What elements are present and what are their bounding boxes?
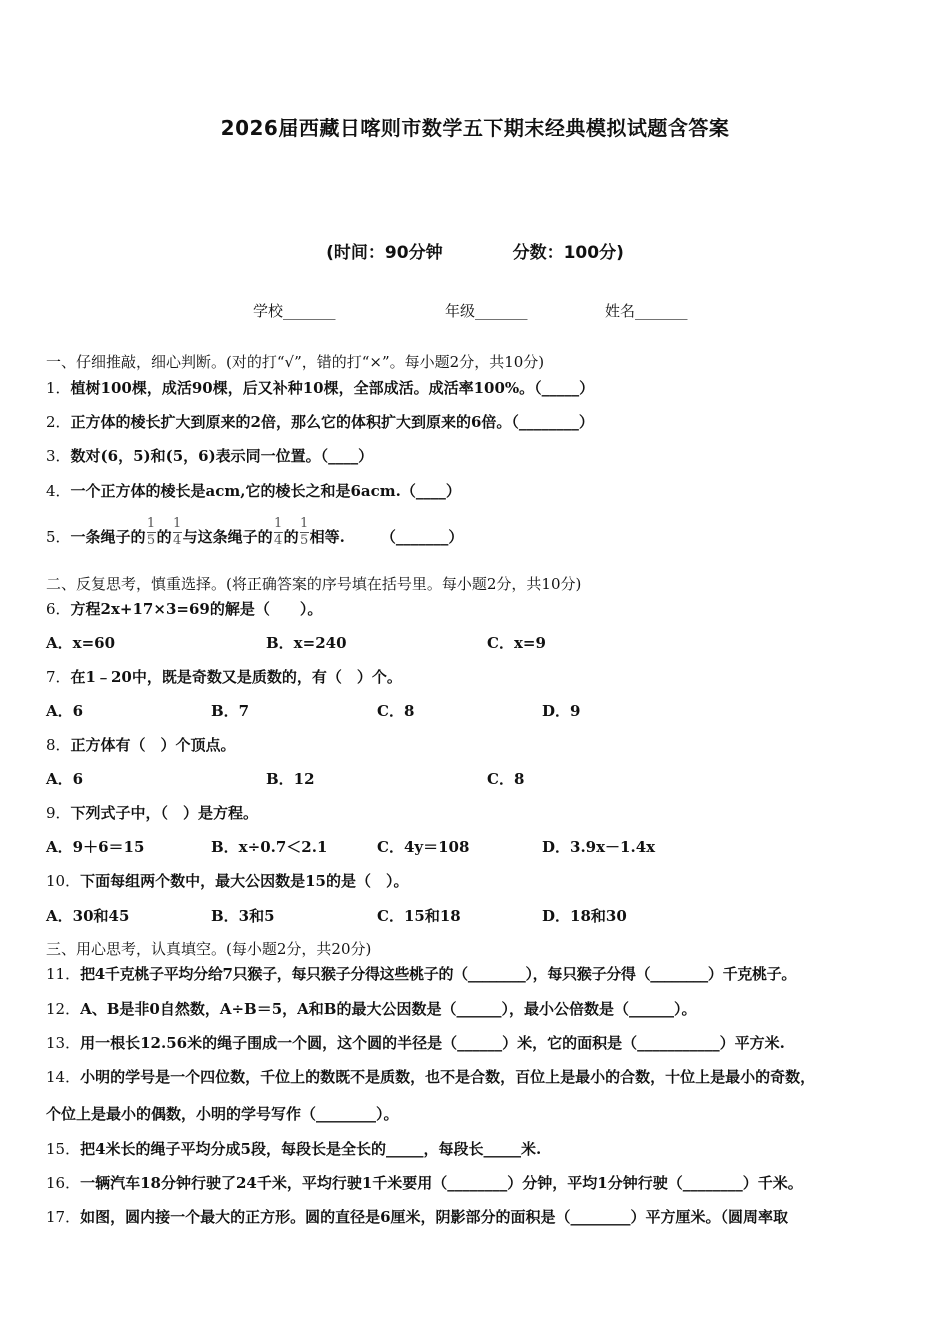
question-text: 个位上是最小的偶数，小明的学号写作（________）。	[46, 1105, 399, 1123]
denominator: 5	[146, 532, 156, 548]
question-text: 的	[156, 528, 172, 546]
question-text: 与这条绳子的	[182, 528, 273, 546]
question-text: 把4千克桃子平均分给7只猴子，每只猴子分得这些桃子的（________），每只猴子分得（________）千克桃子。	[80, 965, 797, 983]
question-number: 14．	[46, 1068, 81, 1086]
fraction	[274, 517, 283, 548]
numerator: 1	[172, 515, 182, 531]
question-4	[46, 480, 461, 501]
page-title: 2026届西藏日喀则市数学五下期末经典模拟试题含答案	[220, 116, 730, 140]
question-number: 17．	[46, 1208, 81, 1226]
question-2	[46, 411, 594, 432]
question-text: 小明的学号是一个四位数，千位上的数既不是质数，也不是合数，百位上是最小的合数，十位上是最小的奇数，	[80, 1068, 816, 1086]
denominator: 5	[299, 532, 309, 548]
question-number: 11．	[46, 965, 81, 983]
question-text: 如图，圆内接一个最大的正方形。圆的直径是6厘米，阴影部分的面积是（________）平方厘米。（圆周率取	[80, 1208, 789, 1226]
question-text: 在1﹣20中，既是奇数又是质数的，有（ ）个。	[70, 668, 402, 686]
option-d: D．9	[542, 702, 581, 720]
question-10	[46, 870, 408, 891]
question-5	[46, 515, 464, 548]
question-number: 7．	[46, 668, 71, 686]
question-text: 一条绳子的	[70, 528, 146, 546]
question-9	[46, 802, 258, 823]
question-7	[46, 666, 402, 687]
option-d: D．3.9x－1.4x	[542, 838, 656, 856]
question-11	[46, 963, 796, 984]
question-number: 6．	[46, 600, 71, 618]
question-number: 5．	[46, 528, 71, 546]
name-field: 姓名_______	[605, 302, 688, 320]
question-16	[46, 1172, 803, 1193]
question-number: 8．	[46, 736, 71, 754]
grade-field: 年级_______	[445, 302, 528, 320]
option-a: A．9＋6＝15	[46, 838, 145, 856]
question-text: 下列式子中，（ ）是方程。	[70, 804, 259, 822]
question-text: 用一根长12.56米的绳子围成一个圆，这个圆的半径是（______）米，它的面积是（___________）平方米.	[80, 1034, 785, 1052]
question-number: 15．	[46, 1140, 81, 1158]
question-text: 的	[283, 528, 299, 546]
score-label: 分数：100分)	[512, 243, 624, 263]
option-c: C．8	[487, 770, 525, 788]
option-b: B．3和5	[211, 907, 275, 925]
option-b: B．x÷0.7＜2.1	[211, 838, 328, 856]
question-number: 3．	[46, 447, 71, 465]
section3-heading: 三、用心思考，认真填空。(每小题2分，共20分)	[46, 940, 372, 958]
question-number: 2．	[46, 413, 71, 431]
option-c: C．x=9	[487, 634, 546, 652]
question-number: 12．	[46, 1000, 81, 1018]
option-c: C．15和18	[377, 907, 461, 925]
question-text: 正方体的棱长扩大到原来的2倍，那么它的体积扩大到原来的6倍。（________）	[70, 413, 594, 431]
question-number: 1．	[46, 379, 71, 397]
option-a: A．30和45	[46, 907, 130, 925]
denominator: 4	[273, 532, 283, 548]
option-c: C．4y＝108	[377, 838, 470, 856]
school-field: 学校_______	[253, 302, 336, 320]
question-15	[46, 1138, 541, 1159]
option-a: A．6	[46, 770, 84, 788]
fraction	[173, 517, 182, 548]
question-12	[46, 998, 697, 1019]
option-a: A．x=60	[46, 634, 116, 652]
time-score-line	[0, 238, 950, 263]
question-6	[46, 598, 322, 619]
numerator: 1	[299, 515, 309, 531]
question-number: 16．	[46, 1174, 81, 1192]
question-text: 把4米长的绳子平均分成5段，每段长是全长的_____，每段长_____米.	[80, 1140, 542, 1158]
option-c: C．8	[377, 702, 415, 720]
question-number: 10．	[46, 872, 81, 890]
option-b: B．7	[211, 702, 250, 720]
question-13	[46, 1032, 785, 1053]
section1-heading: 一、仔细推敲，细心判断。(对的打“√”，错的打“×”。每小题2分，共10分)	[46, 353, 545, 371]
question-text: 数对(6，5)和(5，6)表示同一位置。（____）	[70, 447, 374, 465]
question-17	[46, 1206, 788, 1227]
option-a: A．6	[46, 702, 84, 720]
fraction	[300, 517, 309, 548]
question-text: 一辆汽车18分钟行驶了24千米，平均行驶1千米要用（________）分钟，平均1分钟行驶（________）千米。	[80, 1174, 803, 1192]
question-8	[46, 734, 236, 755]
question-text: 正方体有（ ）个顶点。	[70, 736, 236, 754]
question-number: 9．	[46, 804, 71, 822]
time-label: (时间：90分钟	[326, 243, 443, 263]
question-1	[46, 377, 594, 398]
question-14	[46, 1066, 815, 1087]
numerator: 1	[273, 515, 283, 531]
fraction	[147, 517, 156, 548]
question-text: A、B是非0自然数，A÷B＝5，A和B的最大公因数是（______），最小公倍数是（______）。	[80, 1000, 697, 1018]
option-b: B．x=240	[266, 634, 347, 652]
answer-blank: （_______）	[380, 528, 464, 546]
option-b: B．12	[266, 770, 315, 788]
question-number: 4．	[46, 482, 71, 500]
question-text: 下面每组两个数中，最大公因数是15的是（ ）。	[80, 872, 409, 890]
section2-heading: 二、反复思考，慎重选择。(将正确答案的序号填在括号里。每小题2分，共10分)	[46, 575, 582, 593]
question-text: 植树100棵，成活90棵，后又补种10棵，全部成活。成活率100%。（_____）	[70, 379, 595, 397]
question-text: 相等.	[309, 528, 345, 546]
numerator: 1	[146, 515, 156, 531]
question-text: 一个正方体的棱长是acm,它的棱长之和是6acm.（____）	[70, 482, 461, 500]
question-text: 方程2x+17×3=69的解是（ ）。	[70, 600, 323, 618]
option-d: D．18和30	[542, 907, 627, 925]
denominator: 4	[172, 532, 182, 548]
question-3	[46, 445, 373, 466]
question-14-continued	[46, 1103, 399, 1124]
question-number: 13．	[46, 1034, 81, 1052]
